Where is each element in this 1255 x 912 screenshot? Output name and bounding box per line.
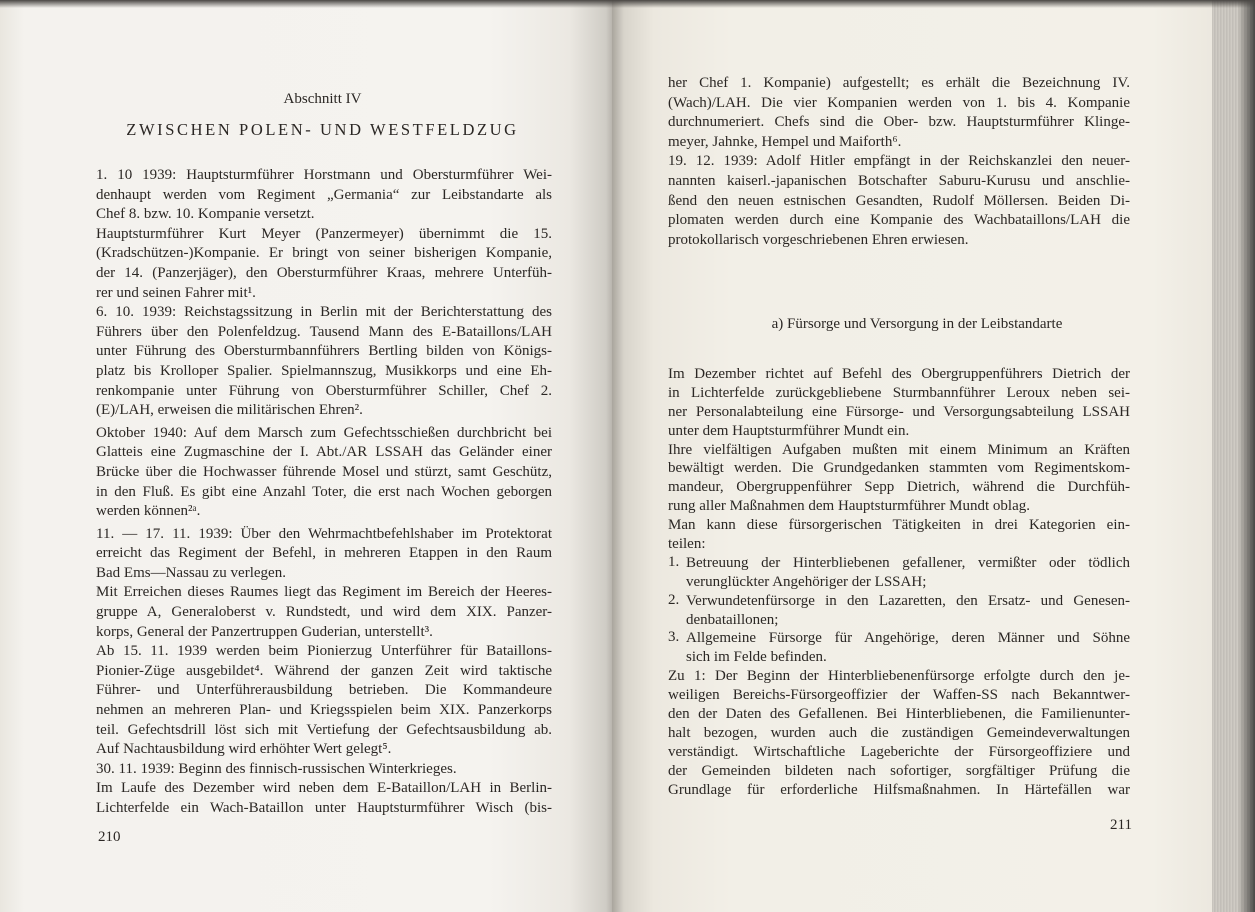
text-line: (Kradschützen-)Kompanie. Er bringt von seiner bisherigen Kompanie, bbox=[96, 245, 552, 262]
text-line: verständigt. Wirtschaftliche Lageberichte der Fürsorgeoffiziere und bbox=[668, 743, 1130, 760]
text-line: (E)/LAH, erweisen die militärischen Ehren². bbox=[96, 402, 363, 419]
text-line: in Lichterfelde zurückgebliebene Sturmbannführer Leroux neben sei- bbox=[668, 384, 1130, 401]
text-line: der 14. (Panzerjäger), den Obersturmführer Kraas, mehrere Unterfüh- bbox=[96, 264, 552, 281]
text-line: nannten kaiserl.-japanischen Botschafter Saburu-Kurusu und anschlie- bbox=[668, 172, 1130, 189]
text-line: rer und seinen Fahrer mit¹. bbox=[96, 284, 256, 301]
text-line: Pionier-Züge ausgebildet⁴. Während der ganzen Zeit wird taktische bbox=[96, 662, 552, 679]
text-line: sich im Felde befinden. bbox=[686, 649, 827, 666]
right-page-body-bottom bbox=[668, 365, 1130, 799]
text-line: Führer- und Unterführerausbildung betrieben. Die Kommandeure bbox=[96, 682, 552, 699]
right-page-body-top bbox=[668, 74, 1130, 250]
text-line: den der Daten des Gefallenen. Bei Hinterbliebenen, die Familienunter- bbox=[668, 706, 1130, 723]
page-number-left: 210 bbox=[98, 829, 121, 845]
list-item bbox=[668, 554, 1130, 592]
text-line: verunglückter Angehöriger der LSSAH; bbox=[686, 573, 927, 590]
text-line: protokollarisch vorgeschriebenen Ehren erwiesen. bbox=[668, 231, 969, 248]
paragraph bbox=[96, 225, 552, 303]
text-line: teilen: bbox=[668, 536, 706, 553]
text-line: ner Personalabteilung eine Fürsorge- und Versorgungsabteilung LSSAH bbox=[668, 403, 1130, 420]
text-line: Bad Ems—Nassau zu verlegen. bbox=[96, 564, 286, 581]
text-line: in den Fluß. Es gibt eine Anzahl Toter, die erst nach Wochen geborgen bbox=[96, 483, 552, 500]
text-line: Im Laufe des Dezember wird neben dem E-Bataillon/LAH in Berlin- bbox=[96, 780, 552, 797]
text-line: der Gemeinden bildeten nach sofortiger, sorgfältiger Prüfung die bbox=[668, 762, 1130, 779]
text-line: mandeur, Obergruppenführer Sepp Dietrich, während die Durchfüh- bbox=[668, 479, 1130, 496]
text-line: Ihre vielfältigen Aufgaben mußten mit einem Minimum an Kräften bbox=[668, 441, 1130, 458]
text-line: ßend den neuen estnischen Gesandten, Rudolf Möllersen. Beiden Di- bbox=[668, 192, 1130, 209]
text-line: unter Führung des Obersturmbannführers Bertling bilden von Königs- bbox=[96, 343, 552, 360]
paragraph bbox=[96, 525, 552, 584]
paragraph bbox=[96, 760, 552, 780]
text-line: Im Dezember richtet auf Befehl des Obergruppenführers Dietrich der bbox=[668, 366, 1130, 382]
text-line: platz bis Krolloper Spalier. Spielmannszug, Musikkorps und eine Eh- bbox=[96, 362, 552, 379]
text-line: Zu 1: Der Beginn der Hinterbliebenenfürsorge erfolgte durch den je- bbox=[668, 668, 1130, 685]
text-line: plomaten werden durch eine Kompanie des Wachbataillons/LAH die bbox=[668, 212, 1130, 229]
text-line: Ab 15. 11. 1939 werden beim Pionierzug Unterführer für Bataillons- bbox=[96, 643, 552, 660]
text-line: durchnumeriert. Chefs sind die Ober- bzw. Hauptsturmführer Klinge- bbox=[668, 114, 1130, 131]
text-line: nehmen an mehreren Plan- und Kriegsspielen beim XIX. Panzerkorps bbox=[96, 702, 552, 719]
text-line: Grundlage für erforderliche Hilfsmaßnahmen. In Härtefällen war bbox=[668, 781, 1130, 798]
text-line: gruppe A, Generaloberst v. Rundstedt, und wird dem XIX. Panzer- bbox=[96, 604, 552, 621]
text-line: Allgemeine Fürsorge für Angehörige, deren Männer und Söhne bbox=[686, 630, 1130, 647]
paragraph bbox=[96, 424, 552, 522]
paragraph bbox=[668, 365, 1130, 441]
text-line: unter dem Hauptsturmführer Mundt ein. bbox=[668, 422, 910, 439]
text-line: denbataillonen; bbox=[686, 611, 779, 628]
text-line: Mit Erreichen dieses Raumes liegt das Regiment im Bereich der Heeres- bbox=[96, 584, 552, 601]
list-item bbox=[668, 592, 1130, 630]
list-marker: 1. bbox=[668, 553, 680, 570]
text-line: Oktober 1940: Auf dem Marsch zum Gefechtsschießen durchbricht bei bbox=[96, 424, 552, 441]
text-line: korps, General der Panzertruppen Guderian, unterstellt³. bbox=[96, 623, 433, 640]
text-line: Betreuung der Hinterbliebenen gefallener, vermißter oder tödlich bbox=[686, 554, 1130, 571]
section-title: ZWISCHEN POLEN- UND WESTFELDZUG bbox=[126, 120, 519, 139]
section-label: Abschnitt IV bbox=[283, 91, 362, 107]
text-line: 6. 10. 1939: Reichstagssitzung in Berlin mit der Berichterstattung des bbox=[96, 304, 552, 321]
paragraph bbox=[96, 583, 552, 642]
text-line: rung aller Maßnahmen dem Hauptsturmführer Mundt oblag. bbox=[668, 498, 1030, 515]
text-line: weiligen Bereichs-Fürsorgeoffizier der Waffen-SS nach Bekanntwer- bbox=[668, 687, 1130, 704]
list-marker: 2. bbox=[668, 591, 680, 608]
page-number-right: 211 bbox=[1110, 817, 1132, 833]
paragraph bbox=[96, 166, 552, 225]
text-line: her Chef 1. Kompanie) aufgestellt; es erhält die Bezeichnung IV. bbox=[668, 75, 1130, 91]
paragraph bbox=[668, 441, 1130, 517]
text-line: erreicht das Regiment der Befehl, in mehreren Etappen in den Raum bbox=[96, 545, 552, 562]
text-line: Brücke über die Hochwasser führende Mosel und stürzt, samt Geschütz, bbox=[96, 463, 552, 480]
text-line: 11. — 17. 11. 1939: Über den Wehrmachtbefehlshaber im Protektorat bbox=[96, 525, 552, 542]
paragraph bbox=[96, 779, 552, 818]
text-line: (Wach)/LAH. Die vier Kompanien werden von 1. bis 4. Kompanie bbox=[668, 94, 1130, 111]
text-line: halt bezogen, wurden auch die zuständigen Gemeindeverwaltungen bbox=[668, 724, 1130, 741]
text-line: bewältigt werden. Die Grundgedanken stammten vom Regimentskom- bbox=[668, 460, 1130, 477]
list-marker: 3. bbox=[668, 629, 680, 646]
text-line: 19. 12. 1939: Adolf Hitler empfängt in der Reichskanzlei den neuer- bbox=[668, 153, 1130, 170]
text-line: 30. 11. 1939: Beginn des finnisch-russischen Winterkrieges. bbox=[96, 760, 457, 777]
text-line: Hauptsturmführer Kurt Meyer (Panzermeyer) übernimmt die 15. bbox=[96, 225, 552, 242]
text-line: renkompanie unter Führung von Obersturmführer Schiller, Chef 2. bbox=[96, 382, 552, 399]
paragraph bbox=[668, 152, 1130, 250]
paragraph bbox=[668, 516, 1130, 554]
scan-shadow bbox=[0, 0, 1255, 8]
book-page-edges bbox=[1212, 0, 1255, 912]
paragraph bbox=[96, 642, 552, 760]
text-line: Führers über den Polenfeldzug. Tausend Mann des E-Bataillons/LAH bbox=[96, 323, 552, 340]
text-line: Lichterfelde ein Wach-Bataillon unter Hauptsturmführer Wisch (bis- bbox=[96, 800, 552, 816]
subsection-heading: a) Fürsorge und Versorgung in der Leibstandarte bbox=[771, 316, 1063, 332]
text-line: Chef 8. bzw. 10. Kompanie versetzt. bbox=[96, 206, 315, 223]
paragraph bbox=[668, 74, 1130, 152]
list-item bbox=[668, 629, 1130, 667]
text-line: Man kann diese fürsorgerischen Tätigkeiten in drei Kategorien ein- bbox=[668, 517, 1130, 534]
paragraph bbox=[96, 303, 552, 421]
text-line: teil. Gefechtsdrill löst sich mit Vertiefung der Gefechtsausbildung ab. bbox=[96, 721, 552, 738]
text-line: Auf Nachtausbildung wird erhöhter Wert gelegt⁵. bbox=[96, 741, 392, 758]
text-line: denhaupt werden vom Regiment „Germania“ zur Leibstandarte als bbox=[96, 186, 552, 203]
paragraph bbox=[668, 667, 1130, 799]
text-line: Verwundetenfürsorge in den Lazaretten, den Ersatz- und Genesen- bbox=[686, 592, 1130, 609]
text-line: meyer, Jahnke, Hempel und Maiforth⁶. bbox=[668, 133, 902, 150]
text-line: werden können²ᵃ. bbox=[96, 503, 201, 520]
text-line: 1. 10 1939: Hauptsturmführer Horstmann und Obersturmführer Wei- bbox=[96, 167, 552, 183]
left-page-body bbox=[96, 166, 552, 819]
text-line: Glatteis eine Zugmaschine der I. Abt./AR LSSAH das Geländer einer bbox=[96, 444, 552, 461]
